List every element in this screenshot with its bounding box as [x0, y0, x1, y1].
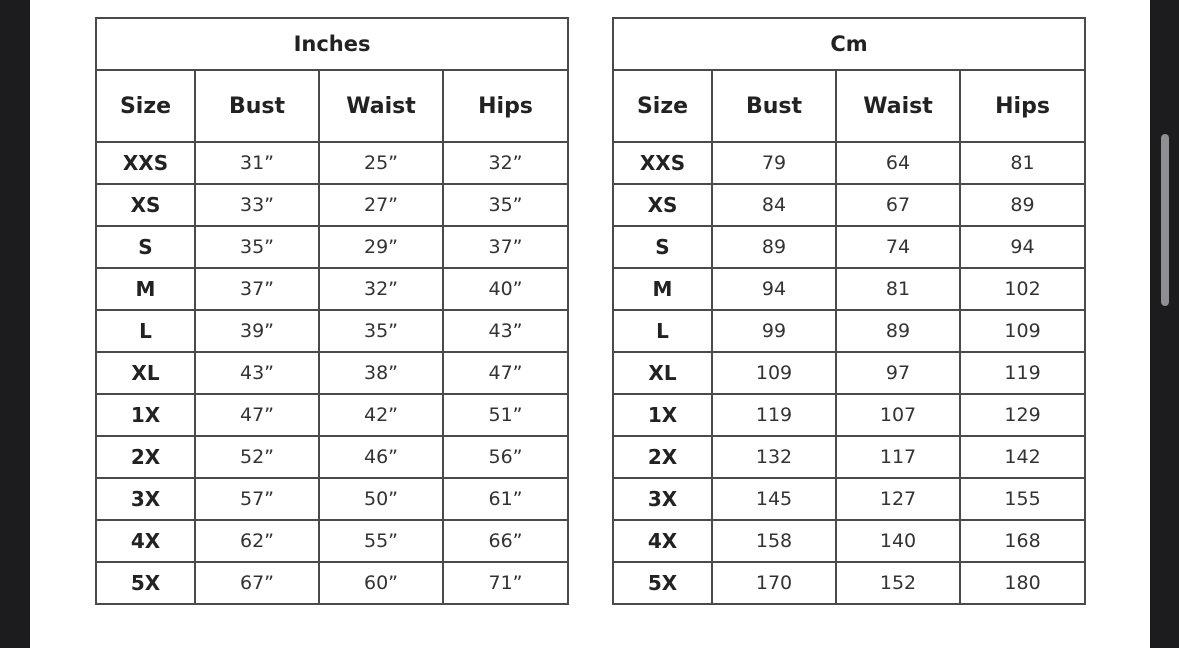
measurement-cell: 38”	[319, 352, 443, 394]
measurement-cell: 119	[960, 352, 1085, 394]
table-row	[613, 478, 1085, 520]
measurement-cell: 155	[960, 478, 1085, 520]
table-row	[613, 184, 1085, 226]
measurement-cell: 94	[712, 268, 836, 310]
table-row	[613, 310, 1085, 352]
cm-header-hips: Hips	[960, 70, 1085, 142]
measurement-cell: 62”	[195, 520, 319, 562]
table-row	[613, 520, 1085, 562]
size-cell: 5X	[613, 562, 712, 604]
measurement-cell: 158	[712, 520, 836, 562]
inches-table-body	[96, 142, 568, 604]
measurement-cell: 109	[960, 310, 1085, 352]
table-row	[613, 352, 1085, 394]
measurement-cell: 35”	[443, 184, 568, 226]
measurement-cell: 64	[836, 142, 960, 184]
measurement-cell: 107	[836, 394, 960, 436]
measurement-cell: 42”	[319, 394, 443, 436]
size-cell: S	[96, 226, 195, 268]
measurement-cell: 89	[960, 184, 1085, 226]
measurement-cell: 33”	[195, 184, 319, 226]
table-row	[613, 142, 1085, 184]
measurement-cell: 35”	[195, 226, 319, 268]
measurement-cell: 47”	[443, 352, 568, 394]
size-cell: L	[613, 310, 712, 352]
table-row	[96, 310, 568, 352]
measurement-cell: 46”	[319, 436, 443, 478]
measurement-cell: 56”	[443, 436, 568, 478]
measurement-cell: 117	[836, 436, 960, 478]
scrollbar-thumb[interactable]	[1161, 134, 1169, 306]
measurement-cell: 66”	[443, 520, 568, 562]
cm-size-table	[612, 17, 1086, 605]
size-cell: S	[613, 226, 712, 268]
size-cell: XXS	[96, 142, 195, 184]
measurement-cell: 71”	[443, 562, 568, 604]
measurement-cell: 51”	[443, 394, 568, 436]
inches-header-hips: Hips	[443, 70, 568, 142]
measurement-cell: 61”	[443, 478, 568, 520]
measurement-cell: 57”	[195, 478, 319, 520]
measurement-cell: 99	[712, 310, 836, 352]
cm-header-size: Size	[613, 70, 712, 142]
measurement-cell: 32”	[443, 142, 568, 184]
table-row	[613, 268, 1085, 310]
measurement-cell: 74	[836, 226, 960, 268]
size-cell: 3X	[96, 478, 195, 520]
measurement-cell: 168	[960, 520, 1085, 562]
measurement-cell: 60”	[319, 562, 443, 604]
measurement-cell: 29”	[319, 226, 443, 268]
measurement-cell: 180	[960, 562, 1085, 604]
measurement-cell: 89	[712, 226, 836, 268]
measurement-cell: 102	[960, 268, 1085, 310]
table-row	[96, 562, 568, 604]
size-cell: 2X	[613, 436, 712, 478]
measurement-cell: 142	[960, 436, 1085, 478]
inches-size-table	[95, 17, 569, 605]
table-row	[613, 226, 1085, 268]
table-row	[613, 562, 1085, 604]
measurement-cell: 84	[712, 184, 836, 226]
cm-table-title: Cm	[613, 18, 1085, 70]
size-cell: XL	[613, 352, 712, 394]
size-cell: 2X	[96, 436, 195, 478]
size-cell: XS	[96, 184, 195, 226]
table-row	[613, 436, 1085, 478]
size-chart-page	[30, 0, 1150, 648]
size-cell: 1X	[96, 394, 195, 436]
table-row	[96, 436, 568, 478]
measurement-cell: 127	[836, 478, 960, 520]
measurement-cell: 119	[712, 394, 836, 436]
inches-header-waist: Waist	[319, 70, 443, 142]
measurement-cell: 140	[836, 520, 960, 562]
measurement-cell: 39”	[195, 310, 319, 352]
inches-header-size: Size	[96, 70, 195, 142]
size-cell: XL	[96, 352, 195, 394]
measurement-cell: 152	[836, 562, 960, 604]
table-row	[96, 268, 568, 310]
measurement-cell: 31”	[195, 142, 319, 184]
measurement-cell: 81	[960, 142, 1085, 184]
measurement-cell: 67”	[195, 562, 319, 604]
measurement-cell: 27”	[319, 184, 443, 226]
table-row	[96, 352, 568, 394]
cm-header-bust: Bust	[712, 70, 836, 142]
size-cell: 5X	[96, 562, 195, 604]
inches-header-bust: Bust	[195, 70, 319, 142]
table-row	[96, 394, 568, 436]
size-cell: 3X	[613, 478, 712, 520]
measurement-cell: 52”	[195, 436, 319, 478]
measurement-cell: 32”	[319, 268, 443, 310]
measurement-cell: 25”	[319, 142, 443, 184]
table-row	[96, 142, 568, 184]
measurement-cell: 94	[960, 226, 1085, 268]
table-row	[613, 394, 1085, 436]
measurement-cell: 132	[712, 436, 836, 478]
measurement-cell: 43”	[443, 310, 568, 352]
measurement-cell: 89	[836, 310, 960, 352]
size-cell: 4X	[613, 520, 712, 562]
measurement-cell: 47”	[195, 394, 319, 436]
measurement-cell: 109	[712, 352, 836, 394]
size-cell: XS	[613, 184, 712, 226]
cm-table-body	[613, 142, 1085, 604]
measurement-cell: 79	[712, 142, 836, 184]
cm-header-waist: Waist	[836, 70, 960, 142]
measurement-cell: 35”	[319, 310, 443, 352]
table-row	[96, 184, 568, 226]
measurement-cell: 43”	[195, 352, 319, 394]
size-cell: M	[613, 268, 712, 310]
table-row	[96, 226, 568, 268]
measurement-cell: 170	[712, 562, 836, 604]
measurement-cell: 145	[712, 478, 836, 520]
measurement-cell: 37”	[195, 268, 319, 310]
size-cell: L	[96, 310, 195, 352]
size-cell: 4X	[96, 520, 195, 562]
size-cell: 1X	[613, 394, 712, 436]
table-row	[96, 520, 568, 562]
size-cell: XXS	[613, 142, 712, 184]
measurement-cell: 97	[836, 352, 960, 394]
inches-table-title: Inches	[96, 18, 568, 70]
measurement-cell: 55”	[319, 520, 443, 562]
measurement-cell: 129	[960, 394, 1085, 436]
measurement-cell: 81	[836, 268, 960, 310]
measurement-cell: 50”	[319, 478, 443, 520]
measurement-cell: 40”	[443, 268, 568, 310]
size-cell: M	[96, 268, 195, 310]
table-row	[96, 478, 568, 520]
measurement-cell: 67	[836, 184, 960, 226]
measurement-cell: 37”	[443, 226, 568, 268]
